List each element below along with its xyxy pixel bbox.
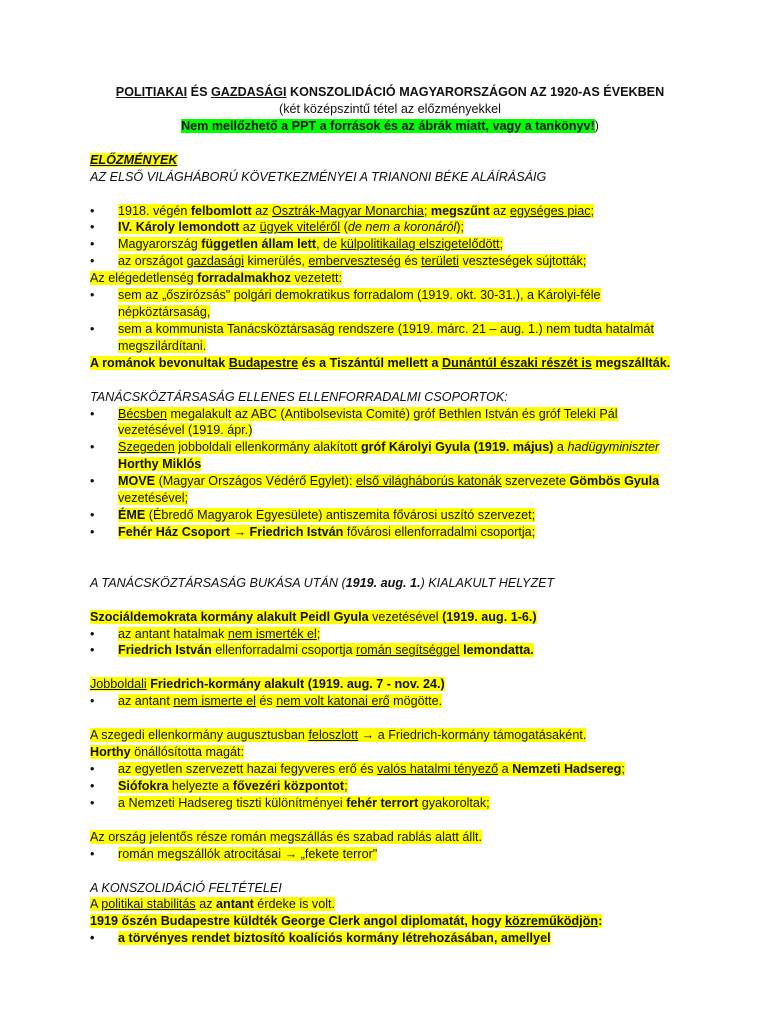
list-item: • az antant nem ismerte el és nem volt katonai erő mögötte. — [90, 694, 443, 709]
section-heading-bukas-utan: A TANÁCSKÖZTÁRSASÁG BUKÁSA UTÁN (1919. aug. 1.) KIALAKULT HELYZET — [90, 575, 555, 590]
list-item: • IV. Károly lemondott az ügyek viteléről (de nem a koronáról); — [90, 220, 465, 235]
bullet-icon: • — [90, 931, 95, 946]
paragraph: 1919 őszén Budapestre küldték George Clerk angol diplomatát, hogy közreműködjön: — [90, 914, 603, 929]
list-item: • 1918. végén felbomlott az Osztrák-Magyar Monarchia; megszűnt az egységes piac; — [90, 203, 594, 218]
document-title: POLITIAKAI ÉS GAZDASÁGI KONSZOLIDÁCIÓ MAGYARORSZÁGON AZ 1920-AS ÉVEKBEN — [115, 85, 665, 99]
list-item: • Friedrich István ellenforradalmi csoportja román segítséggel lemondatta. — [90, 643, 534, 658]
paragraph: Az elégedetlenség forradalmakhoz vezetett: — [90, 271, 343, 286]
document-body — [90, 84, 690, 947]
bullet-icon: • — [90, 237, 95, 252]
section-heading-konszolidacio: A KONSZOLIDÁCIÓ FELTÉTELEI — [90, 880, 282, 895]
list-item: • a Nemzeti Hadsereg tiszti különítményei fehér terrort gyakoroltak; — [90, 795, 490, 810]
section-subheading-vilaghaboru: AZ ELSŐ VILÁGHÁBORÚ KÖVETKEZMÉNYEI A TRIANONI BÉKE ALÁÍRÁSÁIG — [90, 169, 547, 184]
list-item: • Siófokra helyezte a fővezéri központot; — [90, 778, 348, 793]
bullet-icon: • — [90, 795, 95, 810]
list-item: • az egyetlen szervezett hazai fegyveres erő és valós hatalmi tényező a Nemzeti Hadsereg; — [90, 762, 625, 776]
list-item: • Fehér Ház Csoport → Friedrich István fővárosi ellenforradalmi csoportja; — [90, 524, 536, 539]
bullet-icon: • — [90, 321, 95, 336]
bullet-icon: • — [90, 643, 95, 658]
paragraph: Az ország jelentős része román megszállás és szabad rablás alatt állt. — [90, 829, 482, 844]
bullet-icon: • — [90, 778, 95, 793]
list-item: • MOVE (Magyar Országos Védérő Egylet): első világháborús katonák szervezete Gömbös Gyula vezetésével; — [90, 474, 660, 506]
list-item: • a törvényes rendet biztosító koalíciós kormány létrehozásában, amellyel — [90, 931, 551, 946]
section-heading-elozmenyek: ELŐZMÉNYEK — [90, 152, 178, 167]
list-item: • Magyarország független állam lett, de külpolitikailag elszigetelődött; — [90, 237, 503, 252]
bullet-icon: • — [90, 524, 95, 539]
bullet-icon: • — [90, 474, 95, 489]
list-item: • sem az „őszirózsás" polgári demokratikus forradalom (1919. okt. 30-31.), a Károlyi-féle népköztársaság, — [90, 288, 601, 319]
paragraph: Jobboldali Friedrich-kormány alakult (1919. aug. 7 - nov. 24.) — [90, 677, 445, 692]
paragraph: Szociáldemokrata kormány alakult Peidl Gyula vezetésével (1919. aug. 1-6.) — [90, 609, 537, 624]
bullet-icon: • — [90, 220, 95, 235]
document-subtitle: (két középszintű tétel az előzményekkel — [279, 101, 501, 116]
list-item: • az országot gazdasági kimerülés, emberveszteség és területi veszteségek sújtották; — [90, 254, 587, 269]
paragraph: A románok bevonultak Budapestre és a Tiszántúl mellett a Dunántúl északi részét is megszállták. — [90, 355, 671, 370]
bullet-icon: • — [90, 846, 95, 861]
bullet-icon: • — [90, 203, 95, 218]
list-item: • ÉME (Ébredő Magyarok Egyesülete) antiszemita fővárosi uszító szervezet; — [90, 507, 536, 522]
paragraph: Horthy önállósította magát: — [90, 745, 245, 760]
bullet-icon: • — [90, 762, 95, 776]
list-item: • Szegeden jobboldali ellenkormány alakított gróf Károlyi Gyula (1919. május) a hadügyminiszter Horthy Miklós — [90, 440, 660, 472]
bullet-icon: • — [90, 440, 95, 455]
bullet-icon: • — [90, 626, 95, 641]
bullet-icon: • — [90, 507, 95, 522]
bullet-icon: • — [90, 288, 95, 303]
list-item: • az antant hatalmak nem ismerték el; — [90, 626, 321, 641]
list-item: • Bécsben megalakult az ABC (Antibolsevista Comité) gróf Bethlen István és gróf Teleki Pál vezetésével (1919. ápr.) — [90, 406, 618, 438]
bullet-icon: • — [90, 406, 95, 421]
document-note: Nem mellőzhető a PPT a források és az ábrák miatt, vagy a tankönyv!) — [181, 118, 599, 133]
bullet-icon: • — [90, 694, 95, 709]
list-item: • sem a kommunista Tanácsköztársaság rendszere (1919. márc. 21 – aug. 1.) nem tudta hatalmát megszilárdítani. — [90, 321, 654, 353]
list-item: • román megszállók atrocitásai → „fekete terror" — [90, 846, 378, 861]
paragraph: A politikai stabilitás az antant érdeke is volt. — [90, 897, 336, 912]
bullet-icon: • — [90, 254, 95, 269]
paragraph: A szegedi ellenkormány augusztusban feloszlott → a Friedrich-kormány támogatásaként. — [90, 728, 587, 743]
section-heading-ellenforradalmi: TANÁCSKÖZTÁRSASÁG ELLENES ELLENFORRADALMI CSOPORTOK: — [90, 389, 508, 404]
